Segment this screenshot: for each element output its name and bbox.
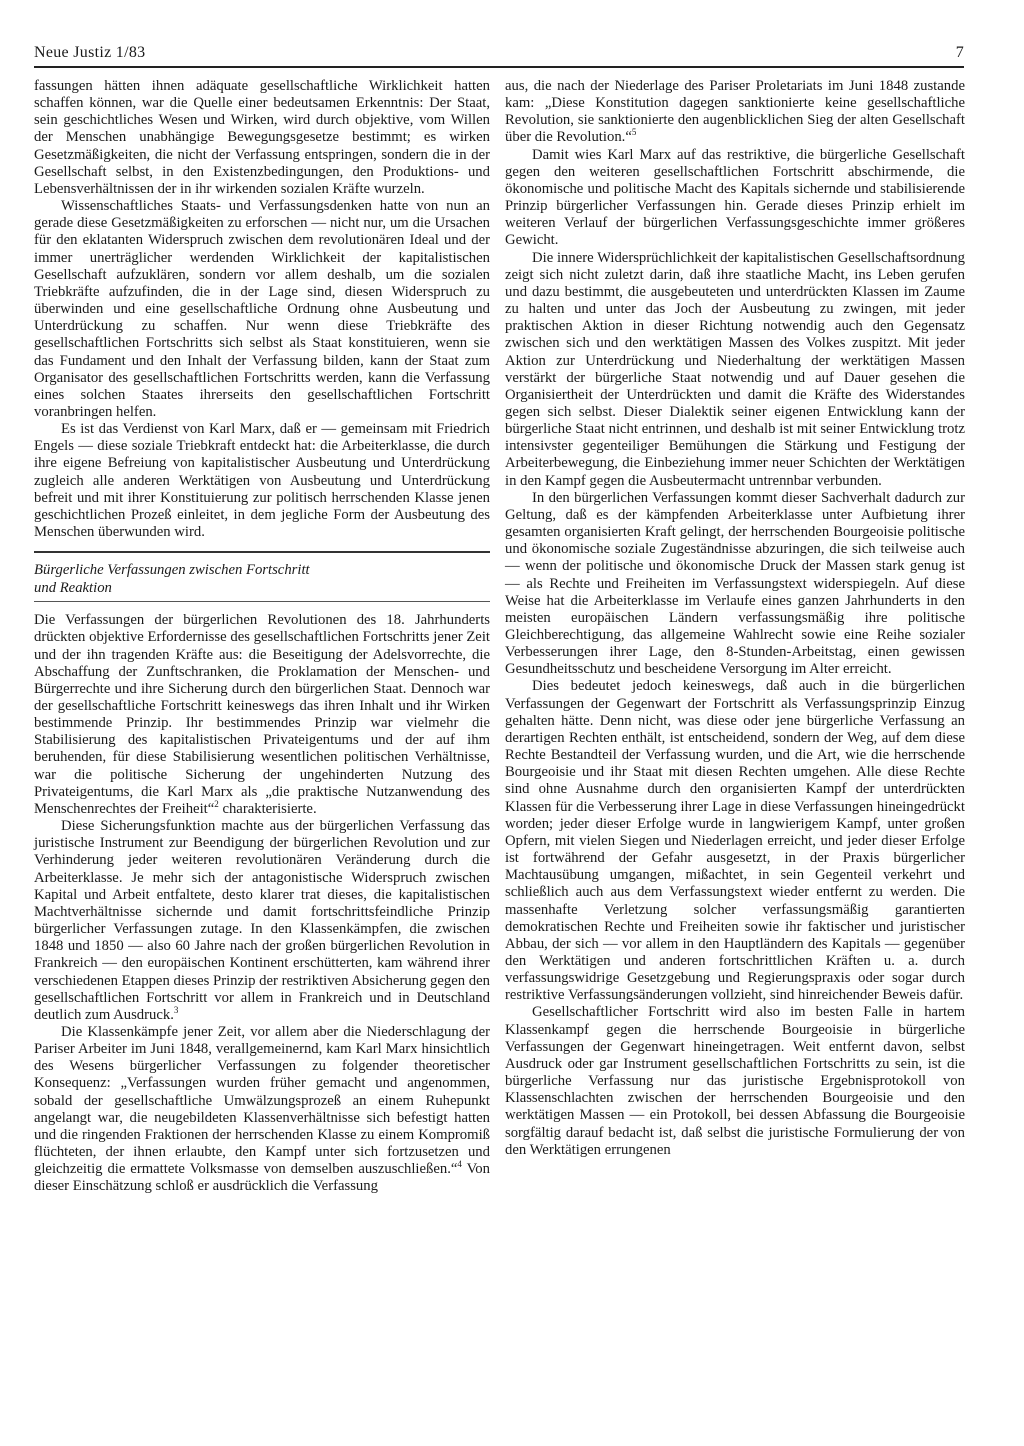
text-run: Von dieser Einschätzung schloß er ausdrücklich die Verfassung	[34, 1161, 490, 1195]
paragraph	[34, 1024, 490, 1196]
page-number: 7	[955, 44, 964, 61]
paragraph: Es ist das Verdienst von Karl Marx, daß er — gemeinsam mit Friedrich Engels — diese soziale Triebkraft entdeckt hat: die Arbeiterklasse, die durch ihre eigene Befreiung von kapitalistischer Ausbeutung und Unterdrückung zugleich alle anderen Werktätigen von Ausbeutung und Unterdrückung befreit und mit ihrer Konstituierung zur politisch herrschenden Klasse jenen geschichtlichen Prozeß einleitet, in dem jegliche Form der Ausbeutung des Menschen überwunden wird.	[34, 421, 490, 541]
footnote-ref: 2	[214, 799, 219, 810]
paragraph: fassungen hätten ihnen adäquate gesellschaftliche Wirklichkeit hatten schaffen können, war die Quelle einer bedeutsamen Erkenntnis: Der Staat, sein geschichtliches Wesen und Wirken, wird durch objektive, vom Willen der Menschen unabhängige Bewegungsgesetze bestimmt; es wirken Gesetzmäßigkeiten, die nicht der Verfassung entspringen, sondern die in der Gesellschaft selbst, in den Existenzbedingungen, den Produktions- und Lebensverhältnissen der in ihr wirkenden sozialen Kräfte wurzeln.	[34, 78, 490, 197]
paragraph	[34, 612, 490, 818]
footnote-ref: 5	[631, 127, 637, 138]
section-heading	[34, 561, 490, 597]
left-column	[34, 78, 490, 1196]
footnote-ref: 4	[457, 1159, 462, 1170]
paragraph: Gesellschaftlicher Fortschritt wird also im besten Falle in hartem Klassenkampf gegen die herrschende Bourgeoisie in bürgerliche Verfassungen der Gegenwart hineingetragen. Weit entfernt davon, selbst Ausdruck oder gar Instrument gesellschaftlichen Fortschritts zu sein, ist die bürgerliche Verfassung nur das juristische Ergebnisprotokoll von Klassenschlachten zwischen der herrschenden Bourgeoisie und den werktätigen Massen — ein Protokoll, bei dessen Abfassung die Bourgeoisie sorgfältig darauf bedacht ist, daß selbst die juristische Formulierung der von den Werktätigen errungenen	[505, 1004, 965, 1158]
text-run: Diese Sicherungsfunktion machte aus der bürgerlichen Verfassung das juristische Instrument zur Beendigung der bürgerlichen Revolution und zur Verhinderung jeder weiteren revolutionären Veränderung durch die Arbeiterklasse. Je mehr sich der antagonistische Widerspruch zwischen Kapital und Arbeit entfaltete, desto klarer trat dieses, die kapitalistischen Machtverhältnisse sichernde und damit fortschrittsfeindliche Prinzip bürgerlicher Verfassungen zutage. In den Klassenkämpfen, die zwischen 1848 und 1850 — also 60 Jahre nach der großen bürgerlichen Revolution in Frankreich — den europäischen Kontinent erschütterten, kam während ihrer verschiedenen Etappen dieses Prinzip der restriktiven Absicherung gegen den gesellschaftlichen Fortschritt vor allem in Frankreich und in Deutschland deutlich zum Ausdruck.	[34, 818, 490, 1023]
page-header	[34, 44, 964, 68]
paragraph: Damit wies Karl Marx auf das restriktive, die bürgerliche Gesellschaft gegen den weiteren gesellschaftlichen Fortschritt abschirmende, die ökonomische und politische Macht des Kapitals sichernde und stabilisierende Prinzip bürgerlicher Verfassungen hin. Gerade dieses Prinzip erhielt im weiteren Verlauf der bürgerlichen Verfassungsgeschichte immer größeres Gewicht.	[505, 146, 965, 249]
section-heading-line: und Reaktion	[34, 580, 112, 597]
footnote-ref: 3	[173, 1004, 179, 1015]
paragraph: Wissenschaftliches Staats- und Verfassungsdenken hatte von nun an gerade diese Gesetzmäßigkeiten zu erforschen — nicht nur, um die Ursachen für den eklatanten Widerspruch zwischen dem revolutionären Ideal und der immer unerträglicher werdenden Wirklichkeit der kapitalistischen Gesellschaft aufzuklären, sondern vor allem deshalb, um die sozialen Triebkräfte aufzufinden, die in der Lage sind, diesen Widerspruch zu überwinden und eine gesellschaftliche Ordnung ohne Ausbeutung und Unterdrückung zu schaffen. Nur wenn diese Triebkräfte des gesellschaftlichen Fortschritts sich selbst als Staat konstituieren, wenn sie das Fundament und den Inhalt der Verfassung bilden, kann der Staat zum Organisator des gesellschaftlichen Fortschritts werden, kann die Verfassung eines solchen Staates ihrerseits den gesellschaftlichen Fortschritt voranbringen helfen.	[34, 198, 490, 420]
text-run: Die Verfassungen der bürgerlichen Revolutionen des 18. Jahrhunderts drückten objektive Erfordernisse des gesellschaftlichen Fortschritts jener Zeit und der ihn tragenden Kräfte aus: die Beseitigung der Adelsvorrechte, die Abschaffung der Zunftschranken, die Proklamation der Menschen- und Bürgerrechte und ihre Sicherung durch den bürgerlichen Staat. Dennoch war der gesellschaftliche Fortschritt keineswegs das ihren Inhalt und ihr Wirken bestimmende Prinzip. Ihr bestimmendes Prinzip war vielmehr die Stabilisierung des kapitalistischen Privateigentums und der auf ihm beruhenden, für diese Stabilisierung wesentlichen politischen Verhältnisse, war die politische Sicherung der ungehinderten Nutzung des Privateigentums, die Karl Marx als „die praktische Nutzanwendung des Menschenrechtes der Freiheit“	[34, 612, 490, 817]
section-heading-rule	[34, 601, 490, 602]
journal-title: Neue Justiz 1/83	[34, 44, 146, 61]
header-rule	[34, 66, 964, 68]
paragraph	[34, 818, 490, 1024]
text-run: charakterisierte.	[218, 800, 317, 817]
paragraph	[505, 78, 965, 147]
section-heading-line: Bürgerliche Verfassungen zwischen Fortschritt	[34, 562, 310, 579]
paragraph: In den bürgerlichen Verfassungen kommt dieser Sachverhalt dadurch zur Geltung, daß es der kämpfenden Arbeiterklasse unter Aufbietung ihrer gesamten organisierten Kraft gelingt, der herrschenden Bourgeoisie politische und ökonomische soziale Zugeständnisse abzuringen, die sich teilweise auch — wenn der politische und ökonomische Druck der Massen stark genug ist — als Rechte und Freiheiten im Verfassungstext widerspiegeln. Auf diese Weise hat die Arbeiterklasse im Verlaufe eines ganzen Jahrhunderts in den meisten europäischen Ländern verfassungsmäßig ihre politische Gleichberechtigung, das allgemeine Wahlrecht sowie eine Reihe sozialer Verbesserungen ihrer Lage, den 8-Stunden-Arbeitstag, einen gewissen Gesundheitsschutz und bescheidene Versorgung im Alter erreicht.	[505, 489, 965, 678]
section-divider	[34, 551, 490, 553]
text-run: Die Klassenkämpfe jener Zeit, vor allem aber die Niederschlagung der Pariser Arbeiter im Juni 1848, verallgemeinernd, kam Karl Marx hinsichtlich des Wesens bürgerlicher Verfassungen zu folgender theoretischer Konsequenz: „Verfassungen wurden früher gemacht und angenommen, sobald der gesellschaftliche Umwälzungsprozeß an einem Ruhepunkt angelangt war, die neugebildeten Klassenverhältnisse sich befestigt hatten und die ringenden Fraktionen der herrschenden Klasse zu einem Kompromiß flüchteten, der ihnen erlaubte, den Kampf unter sich fortzusetzen und gleichzeitig die ermattete Volksmasse von demselben auszuschließen.“	[34, 1023, 490, 1178]
right-column	[505, 78, 965, 1159]
text-run: aus, die nach der Niederlage des Pariser Proletariats im Juni 1848 zustande kam: „Diese Konstitution dagegen sanktionierte keine gesellschaftliche Revolution, sie sanktionierte den augenblicklichen Sieg der alten Gesellschaft über die Revolution.“	[505, 78, 965, 146]
paragraph: Dies bedeutet jedoch keineswegs, daß auch in die bürgerlichen Verfassungen der Gegenwart der Fortschritt als Verfassungsprinzip Einzug gehalten hätte. Denn nicht, was diese oder jene bürgerliche Verfassung an derartigen Rechten enthält, ist entscheidend, sondern der Weg, auf dem diese Rechte Bestandteil der Verfassung wurden, und die Art, wie die herrschende Bourgeoisie und ihr Staat mit diesen Rechten umgehen. Alle diese Rechte sind ohne Ausnahme durch den organisierten Kampf der unterdrückten Klassen für die Verbesserung ihrer Lage in diese Verfassungen hineingedrückt worden; jeder dieser Erfolge wurde in langwierigem Kampf, unter großen Opfern, mit vielen Siegen und Niederlagen erreicht, und jeder dieser Erfolge ist fortwährend der Gefahr ausgesetzt, in der Praxis bürgerlicher Machtausübung umgangen, mißachtet, in sein Gegenteil verkehrt und schließlich auch aus dem Verfassungstext wieder entfernt zu werden. Die massenhafte Verletzung solcher verfassungsmäßig garantierten demokratischen Rechte und Freiheiten sowie ihr faktischer und juristischer Abbau, der sich — vor allem in den Hauptländern des Kapitals — gegenüber den Werktätigen und anderen fortschrittlichen Kräften u. a. durch verfassungswidrige Gesetzgebung und Regierungspraxis oder sogar durch restriktive Verfassungsänderungen vollzieht, sind hinreichender Beweis dafür.	[505, 678, 965, 1004]
paragraph: Die innere Widersprüchlichkeit der kapitalistischen Gesellschaftsordnung zeigt sich nicht zuletzt darin, daß ihre staatliche Macht, ins Leben gerufen und dazu bestimmt, die ausgebeuteten und unterdrückten Klassen im Zaume zu halten und unter das Joch der Ausbeutung zu zwingen, mit jeder praktischen Aktion in dieser Richtung notwendig auch den Gegensatz zwischen sich und den werktätigen Massen des Volkes zuspitzt. Mit jeder Aktion zur Unterdrückung und Niederhaltung der werktätigen Massen verstärkt der bürgerliche Staat notwendig und auf Dauer gesehen die Organisiertheit der Unterdrückten und damit die Kräfte des Widerstandes gegen sich selbst. Dieser Dialektik seiner eigenen Entwicklung kann der bürgerliche Staat nicht entrinnen, und deshalb ist mit seiner Entwicklung trotz intensivster gegenteiliger Bemühungen die Stärkung und Festigung der Arbeiterbewegung, die Einbeziehung immer neuer Schichten der Werktätigen in den Kampf gegen die Ausbeutermacht untrennbar verbunden.	[505, 249, 965, 489]
